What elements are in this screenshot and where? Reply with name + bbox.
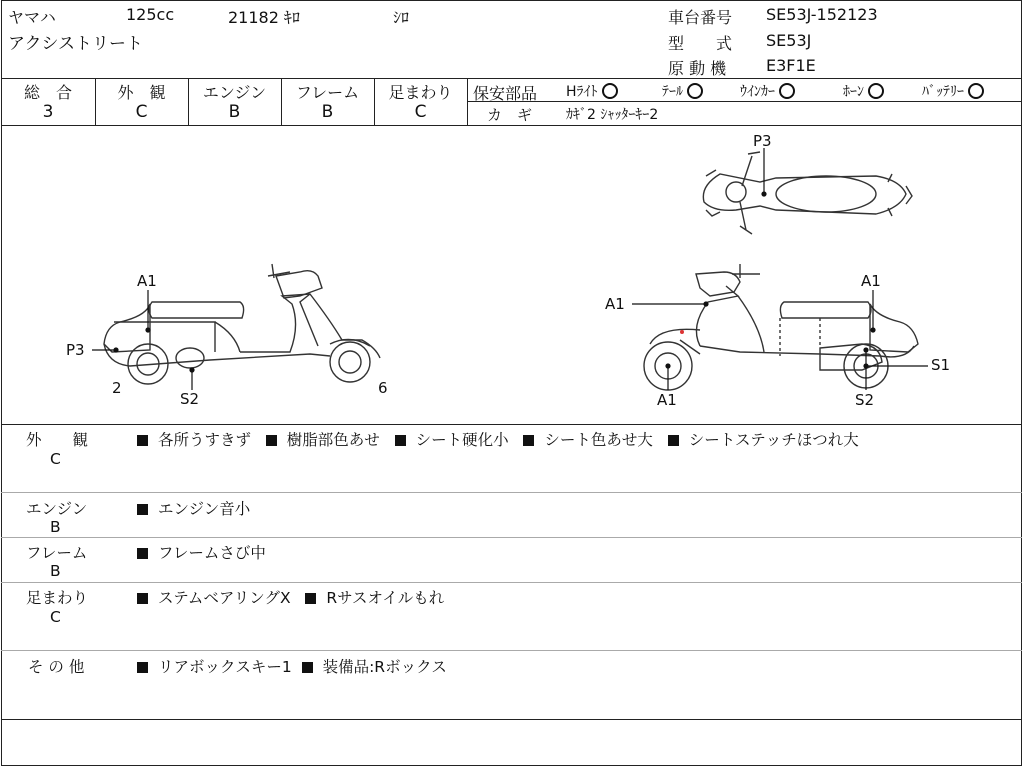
bullet-square-icon <box>137 593 148 604</box>
safety-item-winker: ｳｲﾝｶｰ <box>740 81 795 101</box>
ok-circle-icon <box>687 83 703 99</box>
note-items-frame: フレームさび中 <box>137 541 266 563</box>
bullet-square-icon <box>137 435 148 446</box>
damage-mark-dot <box>680 330 684 334</box>
engine-value: E3F1E <box>766 56 816 75</box>
body-color: ｼﾛ <box>393 8 410 27</box>
diagram-label: P3 <box>66 341 85 359</box>
bullet-square-icon <box>395 435 406 446</box>
key-value: ｶｷﾞ2 ｼｬｯﾀｰｷｰ2 <box>566 107 659 123</box>
engine-label: 原 動 機 <box>668 59 727 78</box>
model-name: アクシストリート <box>8 34 143 54</box>
grade-frame-label: フレーム <box>295 83 360 102</box>
note-category: フレーム <box>26 544 88 562</box>
diagram-label: S2 <box>180 390 200 408</box>
safety-item-horn: ﾎｰﾝ <box>843 81 884 101</box>
note-grade: C <box>50 450 61 468</box>
divider <box>467 78 468 125</box>
note-items-exterior: 各所うすきず 樹脂部色あせ シート硬化小 シート色あせ大 シートステッチほつれ大 <box>137 428 859 450</box>
note-category: そ の 他 <box>28 658 85 676</box>
diagram-label: A1 <box>861 272 881 290</box>
divider <box>1 492 1022 493</box>
note-category: エンジン <box>26 500 88 518</box>
scooter-top-view <box>703 152 912 234</box>
note-items-suspension: ステムベアリングX Rサスオイルもれ <box>137 586 444 608</box>
safety-item-tail: ﾃｰﾙ <box>662 81 703 101</box>
diagram-label: 2 <box>112 379 122 397</box>
grade-frame-value: B <box>321 102 334 122</box>
ok-circle-icon <box>868 83 884 99</box>
divider <box>1 537 1022 538</box>
note-category: 外 観 <box>26 431 89 449</box>
note-grade: B <box>50 562 61 580</box>
diagram-label: S1 <box>931 356 951 374</box>
safety-parts-title: 保安部品 <box>473 84 538 103</box>
grade-suspension-value: C <box>414 102 427 122</box>
bullet-square-icon <box>302 662 313 673</box>
note-items-other: リアボックスキー1 装備品:Rボックス <box>137 655 447 677</box>
frame-number-value: SE53J-152123 <box>766 5 878 24</box>
grade-engine-value: B <box>228 102 241 122</box>
bullet-square-icon <box>305 593 316 604</box>
bullet-square-icon <box>137 548 148 559</box>
note-grade: B <box>50 518 61 536</box>
grade-exterior-value: C <box>135 102 148 122</box>
divider <box>1 719 1022 720</box>
mileage: 21182 ｷﾛ <box>228 8 300 27</box>
diagram-label: A1 <box>605 295 625 313</box>
scooter-damage-diagram <box>0 126 1024 424</box>
bullet-square-icon <box>668 435 679 446</box>
note-category: 足まわり <box>26 589 89 607</box>
bullet-square-icon <box>266 435 277 446</box>
key-label: カ ギ <box>487 106 533 124</box>
grade-exterior-label: 外 観 <box>117 83 166 102</box>
grade-total-label: 総 合 <box>23 83 72 102</box>
note-grade: C <box>50 608 61 626</box>
diagram-label: A1 <box>657 391 677 409</box>
diagram-label: P3 <box>753 132 772 150</box>
divider <box>1 424 1022 425</box>
ok-circle-icon <box>602 83 618 99</box>
ok-circle-icon <box>968 83 984 99</box>
bullet-square-icon <box>523 435 534 446</box>
divider <box>467 101 1022 102</box>
maker: ヤマハ <box>8 8 56 27</box>
note-items-engine: エンジン音小 <box>137 497 250 519</box>
type-value: SE53J <box>766 31 812 50</box>
bullet-square-icon <box>137 662 148 673</box>
safety-item-battery: ﾊﾞｯﾃﾘｰ <box>922 81 984 101</box>
grade-total-value: 3 <box>42 102 54 122</box>
displacement: 125cc <box>126 5 175 24</box>
divider <box>1 78 1022 79</box>
diagram-label: 6 <box>378 379 388 397</box>
diagram-label: S2 <box>855 391 875 409</box>
divider <box>1 650 1022 651</box>
frame-number-label: 車台番号 <box>668 8 733 27</box>
ok-circle-icon <box>779 83 795 99</box>
grade-engine-label: エンジン <box>202 83 267 102</box>
safety-item-headlight: Hﾗｲﾄ <box>566 81 618 101</box>
grade-suspension-label: 足まわり <box>388 83 453 102</box>
type-label: 型 式 <box>668 34 733 53</box>
bullet-square-icon <box>137 504 148 515</box>
diagram-label: A1 <box>137 272 157 290</box>
divider <box>1 582 1022 583</box>
